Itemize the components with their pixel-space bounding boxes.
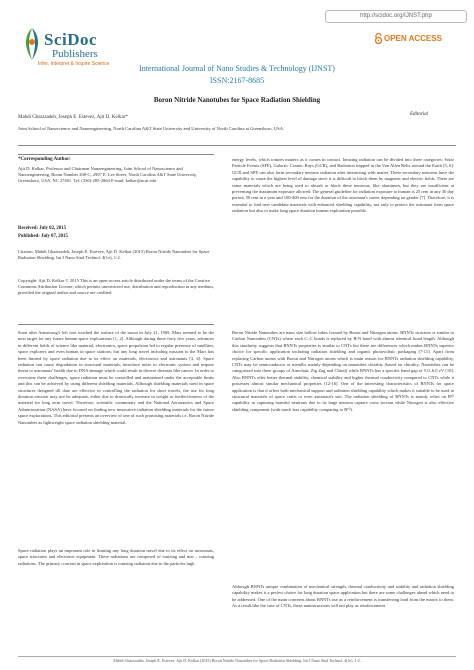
- citation-text: Citation: Mahdi Ghazizadeh, Joseph E. Estevez, Ajit D. Kelkar (2015) Boron Nitride Nanotubes for Space Radiation Shielding. Int J Nano Stud Technol. 4(1e), 1-2.: [18, 249, 210, 260]
- scidoc-logo-icon: [20, 26, 44, 62]
- journal-issn: ISSN:2167-8685: [209, 76, 265, 85]
- body-paragraph-radiation: Space radiation plays an important role in limiting any long duration travel due to its effect on astronauts, space structures and electronic equipment. These radiations are composed of ionizing and non – ionizing radiations. The primary concern in space exploration is ionizing radiation due to the particles high: [18, 548, 214, 566]
- body-paragraph-intro: Soon after Armstrong's left foot touched the surface of the moon in July 21, 1969, Mars seemed to be the next target for any future human space explorations [1, 2]. Although during these forty five years, advances in different fields of science like material, electronics, space propulsion led to regular presence of satellites, space explorers and even human in space stations; but any long travel including mission to the Mars has been limited by space radiation due to its effect on materials, electronics and astronauts [3, 4]. Space radiation can cause degradation in structural materials, introduce noise in electronic system and impose threat to astronauts' health due to DNA damage which could result in diverse diseases like cancer. In order to overcome these challenges, space radiation must be controlled and maintained under the acceptable limits and this can be achieved by using different shielding materials. Although shielding materials used in space structures designed till date are effective in controlling the radiation for short travels, the use for long duration mission may not be adequate, either due to drastically increase in weight or ineffectiveness of the material for long term travel. Therefore, scientific community and the National Aeronautics and Space Administration (NASA) have focused on finding new innovative radiation shielding materials for the future space explorations. This editorial presents an overview of one of such promising materials i.e. Boron Nitride Nanotubes as lightweight space radiation shielding material.: [18, 330, 214, 425]
- published-date: Published: July 07, 2015: [18, 234, 68, 239]
- body-paragraph-bnnt: Boron Nitride Nanotubes are nano size hollow tubes formed by Boron and Nitrogen atoms. BNNTs structure is similar to Carbon Nanotubes (CNTs) where each C–C bonds is replaced by B-N bond with almost identical bond length. Although this similarity suggests that BNNTs properties is similar to CNTs but there are differences which makes BNNTs superior choice for specific application including radiation shielding and organic photovoltaic packaging [7-11]. Apart from replacing Carbon atoms with Boron and Nitrogen atoms which is main reason for BNNTs radiation shielding capability, CNTs may be semiconductor or metallic mainly depending on nanotubes chirality (based on chirality, Nanotubes can be categorized into three groups of Armchair, Zig Zag and Chiral) while BNNTs has a specific band gap of 5.0–6.0 eV [10]. Also BNNTs offer better thermal stability, chemical stability and higher thermal conductivity compared to CNTs while it possesses almost similar mechanical properties [12-16]. One of the interesting characteristics of BNNTs for space application is that it offers both mechanical support and radiation shielding capability which makes it suitable to be used in structural materials of space crafts or even astronaut's suit. The radiation shielding of BNNTs is mainly relies on B¹⁰ capability in capturing harmful neutrons due to its large neutron capture cross section while Nitrogen is also effective shielding component (with much less capability comparing to B¹⁰).: [232, 330, 454, 412]
- article-title: Boron Nitride Nanotubes for Space Radiation Shielding: [153, 96, 321, 104]
- corresponding-author-label: *Corresponding Author:: [18, 157, 71, 162]
- body-paragraph-ionizing: energy levels, which ionizes matters as it comes in contact. Ionizing radiation can be divided into three categories: Solar Particle Events (SPE), Galactic Cosmic Rays (GCR), and Radiation trapped in the Van Allen Belts around the Earth [5, 6]. GCR and SPE can also form secondary neutron radiation after interacting with matter. These secondary neutrons have the capability to cause the highest level of damage since it is difficult to block them by magnetic and electric fields. There are some materials which are being used to absorb or block these neutrons, like aluminum, but they are insufficient at preventing the maximum exposure allowed. The general guideline for radiation exposure to human is 25 rem in any 30 day period, 50 rem in a year and 100-400 rem for the duration of the astronaut's career depending on gender [7]. Therefore, it is essential to find new candidate materials with enhanced shielding capability, not only to protect the astronaut from space radiation but also to make long space duration human exploration possible.: [232, 157, 454, 214]
- copyright-text: Copyright: Ajit D. Kelkar © 2015 This is an open-access article distributed under the terms of the Creative Commons Attribution License, which permits unrestricted use, distribution and reproduction in any medium, provided the original author and source are credited.: [18, 278, 214, 295]
- article-affiliation: Joint School of Nanoscience and Nanoengineering, North Carolina A&T State University and University of North Carolina at Greensboro, USA.: [18, 126, 285, 131]
- article-type: Editorial: [410, 112, 429, 117]
- open-access-label: OPEN ACCESS: [384, 34, 442, 43]
- footer-divider: [18, 656, 456, 657]
- publisher-name: SciDoc: [44, 30, 98, 49]
- header-divider: [18, 145, 456, 146]
- journal-name: International Journal of Nano Studies & Technology (IJNST): [139, 64, 335, 73]
- footer-citation: Mahdi Ghazizadeh, Joseph E. Estevez, Ajit D. Kelkar (2015) Boron Nitride Nanotubes for Space Radiation Shielding. Int J Nano Stud Technol. 4(1e), 1-2.: [113, 658, 361, 663]
- journal-url[interactable]: http://scidoc.org/IJNST.php: [325, 10, 467, 23]
- open-access-lock-icon: [374, 33, 383, 44]
- publisher-sub: Publishers: [52, 48, 98, 60]
- sidebar-divider-bottom: [18, 324, 214, 325]
- body-paragraph-challenges: Although BNNTs unique combination of mechanical strength, thermal conductivity and stability and radiation shielding capability makes it a perfect choice for long duration space application but there are some challenges ahead which need to be addressed. One of the main concerns about BNNTs use as a reinforcement is transferring load from the matrix to them. As a result like the case of CNTs, these nanostructures will not play as reinforcement: [232, 584, 454, 609]
- corresponding-author-details: Ajit D. Kelkar, Professor and Chairman Nanoengineering, Joint School of Nanoscience and Nanoengineering, Room Number 208-C, 2907 E. Lee Street, North Carolina A&T State University, Greensboro, USA. NC 27401. Tel: (336)-285-2864 E-mail: kelkar@ncat.edu: [18, 166, 197, 183]
- article-authors: Mahdi Ghazizadeh, Joseph E. Estevez, Ajit D. Kelkar*: [18, 115, 128, 120]
- sidebar-divider-top: [18, 154, 214, 155]
- publisher-tagline: Infer, Interpret & Inspire Science: [38, 61, 110, 67]
- received-date: Received: July 02, 2015: [18, 226, 66, 231]
